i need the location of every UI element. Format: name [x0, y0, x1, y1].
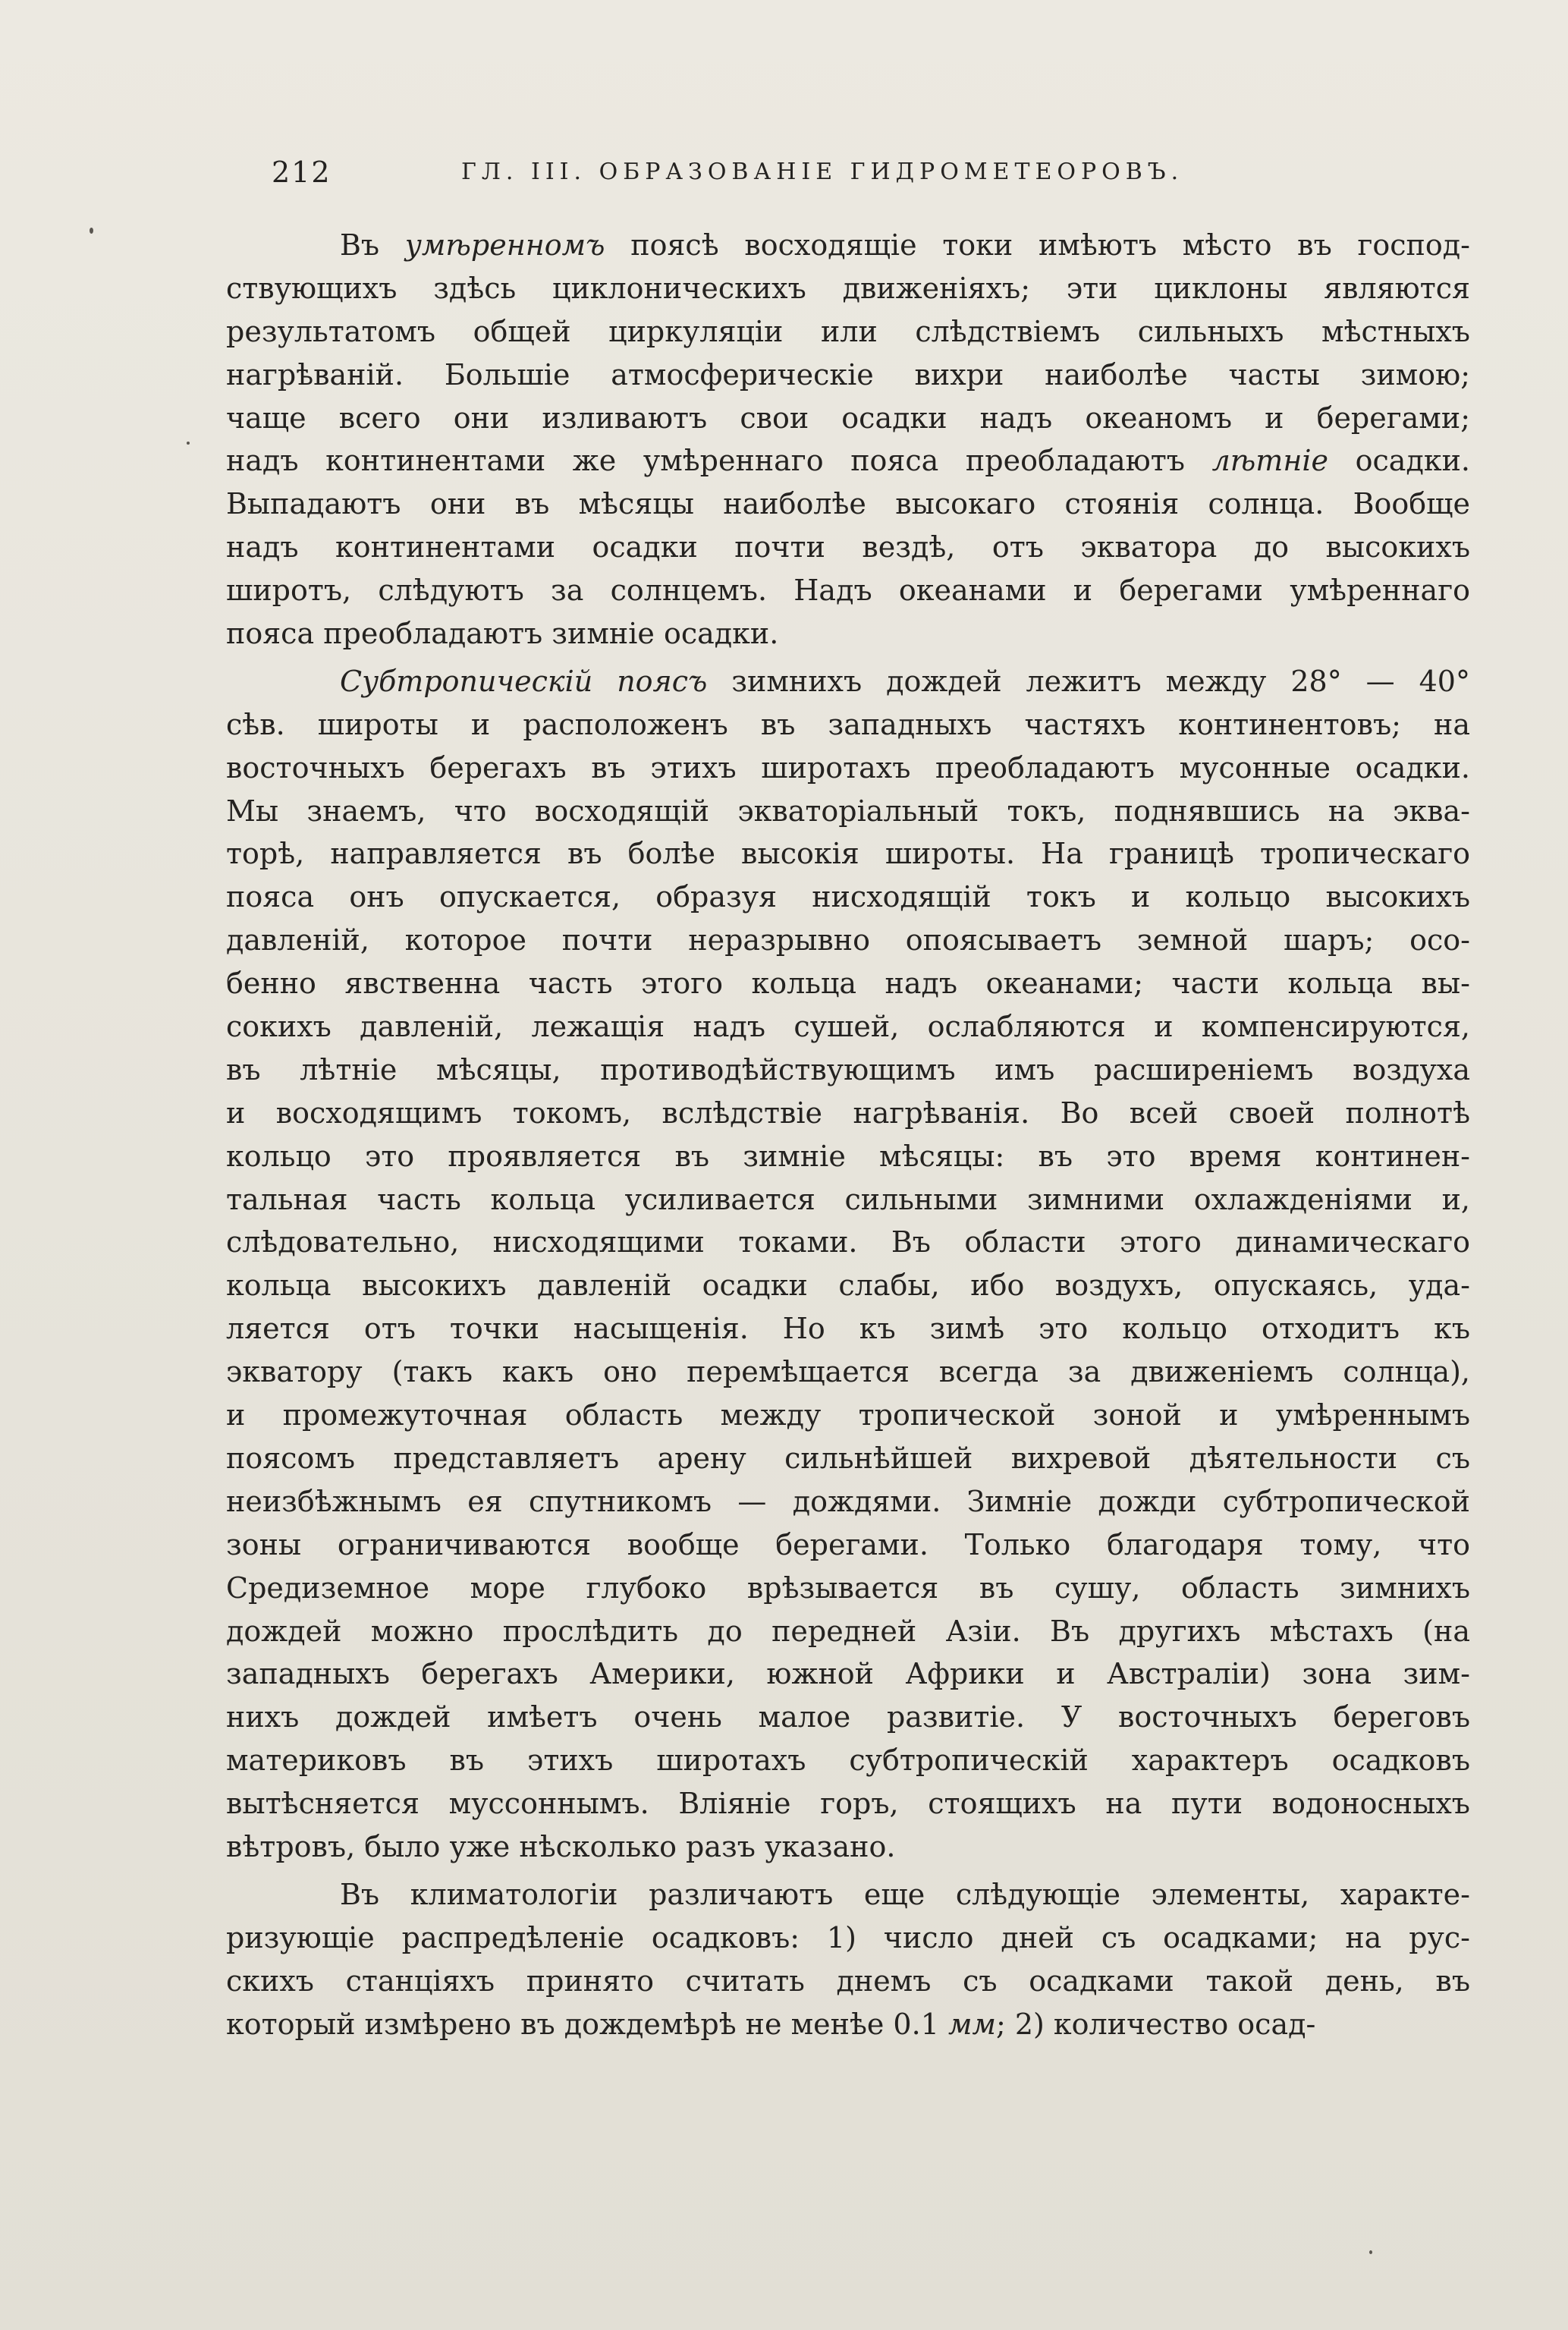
text-run: ляется отъ точки насыщенія. Но къ зимѣ это кольцо отходитъ къ: [226, 1312, 1470, 1346]
text-run: сѣв. широты и расположенъ въ западныхъ частяхъ континентовъ; на: [226, 707, 1470, 741]
text-line: [226, 1264, 1470, 1307]
text-line: [226, 703, 1470, 747]
text-line: [226, 1960, 1470, 2003]
text-line: [226, 832, 1470, 876]
text-run: неизбѣжнымъ ея спутникомъ — дождями. Зимніе дожди субтропической: [226, 1484, 1470, 1518]
text-run: и восходящимъ токомъ, вслѣдствіе нагрѣванія. Во всей своей полнотѣ: [226, 1096, 1470, 1130]
text-run: слѣдовательно, нисходящими токами. Въ области этого динамическаго: [226, 1225, 1470, 1259]
text-run: материковъ въ этихъ широтахъ субтропическій характеръ осадковъ: [226, 1744, 1470, 1778]
text-line: [226, 569, 1470, 612]
ink-speck: [187, 442, 190, 445]
text-run: торѣ, направляется въ болѣе высокія широты. На границѣ тропическаго: [226, 837, 1470, 871]
text-line: [226, 1825, 1470, 1869]
text-run: поясомъ представляетъ арену сильнѣйшей вихревой дѣятельности съ: [226, 1441, 1470, 1475]
ink-speck: [90, 228, 93, 234]
text-run: давленій, которое почти неразрывно опоясываетъ земной шаръ; осо-: [226, 923, 1470, 957]
text-run: надъ континентами осадки почти вездѣ, отъ экватора до высокихъ: [226, 530, 1470, 564]
text-line: [226, 1739, 1470, 1782]
text-run: экватору (такъ какъ оно перемѣщается всегда за движеніемъ солнца),: [226, 1355, 1470, 1389]
italic-term: умѣренномъ: [404, 228, 605, 262]
text-run: зимнихъ дождей лежитъ между 28° — 40°: [707, 664, 1470, 698]
text-run: дождей можно прослѣдить до передней Азіи. Въ другихъ мѣстахъ (на: [226, 1614, 1470, 1648]
text-run: скихъ станціяхъ принято считать днемъ съ осадками такой день, въ: [226, 1964, 1470, 1998]
text-line: [226, 439, 1470, 483]
text-run: поясѣ восходящіе токи имѣютъ мѣсто въ господ-: [605, 228, 1470, 262]
text-run: Въ климатологіи различаютъ еще слѣдующіе элементы, характе-: [340, 1877, 1470, 1911]
text-line: [226, 526, 1470, 569]
text-run: чаще всего они изливаютъ свои осадки надъ океаномъ и берегами;: [226, 401, 1470, 435]
text-line: [226, 1782, 1470, 1825]
text-line: [226, 1480, 1470, 1523]
text-line: [226, 1351, 1470, 1394]
text-run: надъ континентами же умѣреннаго пояса преобладаютъ: [226, 444, 1212, 478]
text-line: [226, 1873, 1470, 1917]
text-run: кольцо это проявляется въ зимніе мѣсяцы: въ это время континен-: [226, 1139, 1470, 1173]
text-line: [226, 962, 1470, 1005]
italic-term: Субтропическій поясъ: [340, 664, 708, 698]
text-run: вѣтровъ, было уже нѣсколько разъ указано.: [226, 1829, 896, 1863]
text-run: кольца высокихъ давленій осадки слабы, ибо воздухъ, опускаясь, уда-: [226, 1269, 1470, 1303]
text-line: [226, 1652, 1470, 1696]
text-run: нагрѣваній. Большіе атмосферическіе вихри наиболѣе часты зимою;: [226, 357, 1470, 391]
text-line: [226, 1610, 1470, 1653]
text-run: восточныхъ берегахъ въ этихъ широтахъ преобладаютъ мусонные осадки.: [226, 750, 1470, 785]
text-line: [226, 267, 1470, 310]
ink-speck: [1369, 2250, 1372, 2254]
text-run: который измѣрено въ дождемѣрѣ не менѣе 0.1: [226, 2007, 948, 2041]
text-line: [226, 919, 1470, 962]
body-text: [226, 224, 1470, 2045]
text-run: западныхъ берегахъ Америки, южной Африки и Австраліи) зона зим-: [226, 1657, 1470, 1691]
text-line: [226, 1049, 1470, 1092]
text-run: сокихъ давленій, лежащія надъ сушей, ослабляются и компенсируются,: [226, 1010, 1470, 1044]
text-line: [226, 1178, 1470, 1222]
text-line: [226, 612, 1470, 656]
text-run: пояса преобладаютъ зимніе осадки.: [226, 617, 779, 651]
text-line: [226, 354, 1470, 397]
page-header: [272, 156, 1470, 193]
text-run: осадки.: [1328, 444, 1470, 478]
text-run: тальная часть кольца усиливается сильными зимними охлажденіями и,: [226, 1182, 1470, 1216]
text-line: [226, 1394, 1470, 1437]
text-run: зоны ограничиваются вообще берегами. Только благодаря тому, что: [226, 1527, 1470, 1561]
text-line: [226, 224, 1470, 267]
text-line: [226, 1135, 1470, 1178]
text-run: Мы знаемъ, что восходящій экваторіальный токъ, поднявшись на эква-: [226, 794, 1470, 828]
text-line: [226, 2003, 1470, 2046]
text-line: [226, 1437, 1470, 1480]
text-line: [226, 310, 1470, 354]
text-run: вытѣсняется муссоннымъ. Вліяніе горъ, стоящихъ на пути водоносныхъ: [226, 1787, 1470, 1821]
running-title: ГЛ. III. ОБРАЗОВАНІЕ ГИДРОМЕТЕОРОВЪ.: [461, 159, 1184, 185]
text-line: [226, 660, 1470, 703]
text-run: широтъ, слѣдуютъ за солнцемъ. Надъ океанами и берегами умѣреннаго: [226, 574, 1470, 608]
text-run: результатомъ общей циркуляціи или слѣдствіемъ сильныхъ мѣстныхъ: [226, 314, 1470, 348]
italic-term: лѣтніе: [1211, 444, 1329, 478]
text-line: [226, 397, 1470, 440]
text-line: [226, 1221, 1470, 1264]
italic-term: мм: [947, 2007, 996, 2041]
text-line: [226, 1092, 1470, 1135]
text-line: [226, 747, 1470, 790]
text-run: ствующихъ здѣсь циклоническихъ движеніяхъ; эти циклоны являются: [226, 271, 1470, 305]
text-run: ризующіе распредѣленіе осадковъ: 1) число дней съ осадками; на рус-: [226, 1920, 1470, 1954]
text-line: [226, 1005, 1470, 1049]
text-run: Выпадаютъ они въ мѣсяцы наиболѣе высокаго стоянія солнца. Вообще: [226, 487, 1470, 521]
text-line: [226, 876, 1470, 919]
text-run: бенно явственна часть этого кольца надъ океанами; части кольца вы-: [226, 967, 1470, 1001]
text-run: пояса онъ опускается, образуя нисходящій токъ и кольцо высокихъ: [226, 880, 1470, 914]
text-run: ; 2) количество осад-: [995, 2007, 1316, 2041]
text-line: [226, 483, 1470, 526]
text-run: Въ: [340, 228, 405, 262]
text-line: [226, 1523, 1470, 1567]
text-line: [226, 1567, 1470, 1610]
text-line: [226, 1696, 1470, 1739]
text-run: и промежуточная область между тропической зоной и умѣреннымъ: [226, 1398, 1470, 1432]
text-run: въ лѣтніе мѣсяцы, противодѣйствующимъ имъ расширеніемъ воздуха: [226, 1052, 1470, 1086]
text-line: [226, 1917, 1470, 1960]
text-run: Средиземное море глубоко врѣзывается въ сушу, область зимнихъ: [226, 1571, 1470, 1605]
text-line: [226, 1307, 1470, 1351]
text-line: [226, 790, 1470, 833]
page-number: 212: [272, 156, 332, 189]
text-run: нихъ дождей имѣетъ очень малое развитіе. У восточныхъ береговъ: [226, 1700, 1470, 1734]
